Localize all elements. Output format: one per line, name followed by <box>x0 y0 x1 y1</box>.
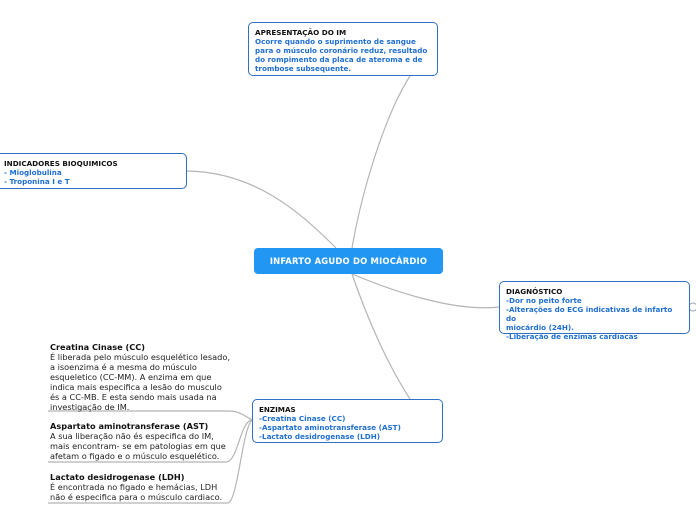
note-creatina-cinase[interactable] <box>50 342 240 412</box>
enzimas-title: ENZIMAS <box>259 405 296 414</box>
diagnostico-line: -Liberação de enzimas cardíacas <box>506 332 638 341</box>
diagnostico-handle <box>689 303 696 311</box>
note-cc-line: esqueletico (CC-MM). A enzima em que <box>50 372 212 382</box>
enzimas-line: -Creatina Cinase (CC) <box>259 414 346 423</box>
enzimas-line: -Lactato desidrogenase (LDH) <box>259 432 380 441</box>
note-cc-line: a isoenzima é a mesma do músculo <box>50 362 197 372</box>
note-lactato-desidrogenase[interactable] <box>50 472 240 502</box>
apresentacao-node[interactable] <box>248 22 438 76</box>
note-cc-line: indica mais especifica a lesão do musculo <box>50 382 222 392</box>
note-aspartato-aminotransferase[interactable] <box>50 421 240 461</box>
apresentacao-line: Ocorre quando o suprimento de sangue <box>255 37 416 46</box>
apresentacao-line: trombose subsequente. <box>255 64 352 73</box>
indicadores-node[interactable] <box>0 153 187 189</box>
note-ldh-title: Lactato desidrogenase (LDH) <box>50 472 185 482</box>
indicadores-line: - Troponina I e T <box>4 177 70 186</box>
apresentacao-line: para o músculo coronário reduz, resultado <box>255 46 428 55</box>
diagnostico-title: DIAGNÓSTICO <box>506 287 563 296</box>
note-cc-line: és a CC-MB. E esta sendo mais usada na <box>50 392 217 402</box>
indicadores-title: INDICADORES BIOQUIMICOS <box>4 159 118 168</box>
note-ldh-line: É encontrada no figado e hemácias, LDH <box>50 482 218 492</box>
indicadores-line: - Mioglobulina <box>4 168 62 177</box>
diagnostico-line: miocárdio (24H). <box>506 323 574 332</box>
note-ast-line: mais encontram- se em patologias em que <box>50 441 226 451</box>
note-cc-line: investigação de IM. <box>50 402 130 412</box>
enzimas-node[interactable] <box>252 399 443 443</box>
central-topic[interactable]: INFARTO AGUDO DO MIOCÁRDIO <box>254 248 443 274</box>
connector-apresentacao <box>352 76 410 248</box>
note-ldh-line: não é especifica para o músculo cardiaco. <box>50 492 223 502</box>
note-cc-title: Creatina Cinase (CC) <box>50 342 145 352</box>
apresentacao-title: APRESENTAÇÃO DO IM <box>255 28 347 37</box>
note-ast-line: afetam o figado e o músculo esquelético. <box>50 451 220 461</box>
enzimas-line: -Aspartato aminotransferase (AST) <box>259 423 401 432</box>
diagnostico-line: -Alterações do ECG indicativas de infarto do <box>506 305 673 323</box>
connector-diagnostico <box>352 274 499 308</box>
note-ast-line: A sua liberação não és especifica do IM, <box>50 431 214 441</box>
diagnostico-line: -Dor no peito forte <box>506 296 582 305</box>
apresentacao-line: do rompimento da placa de ateroma e de <box>255 55 423 64</box>
note-cc-line: É liberada pelo músculo esquelético lesado, <box>50 352 230 362</box>
note-ast-title: Aspartato aminotransferase (AST) <box>50 421 209 431</box>
diagnostico-node[interactable] <box>499 281 690 341</box>
connector-indicadores <box>187 171 336 248</box>
connector-note-cc <box>48 411 252 420</box>
